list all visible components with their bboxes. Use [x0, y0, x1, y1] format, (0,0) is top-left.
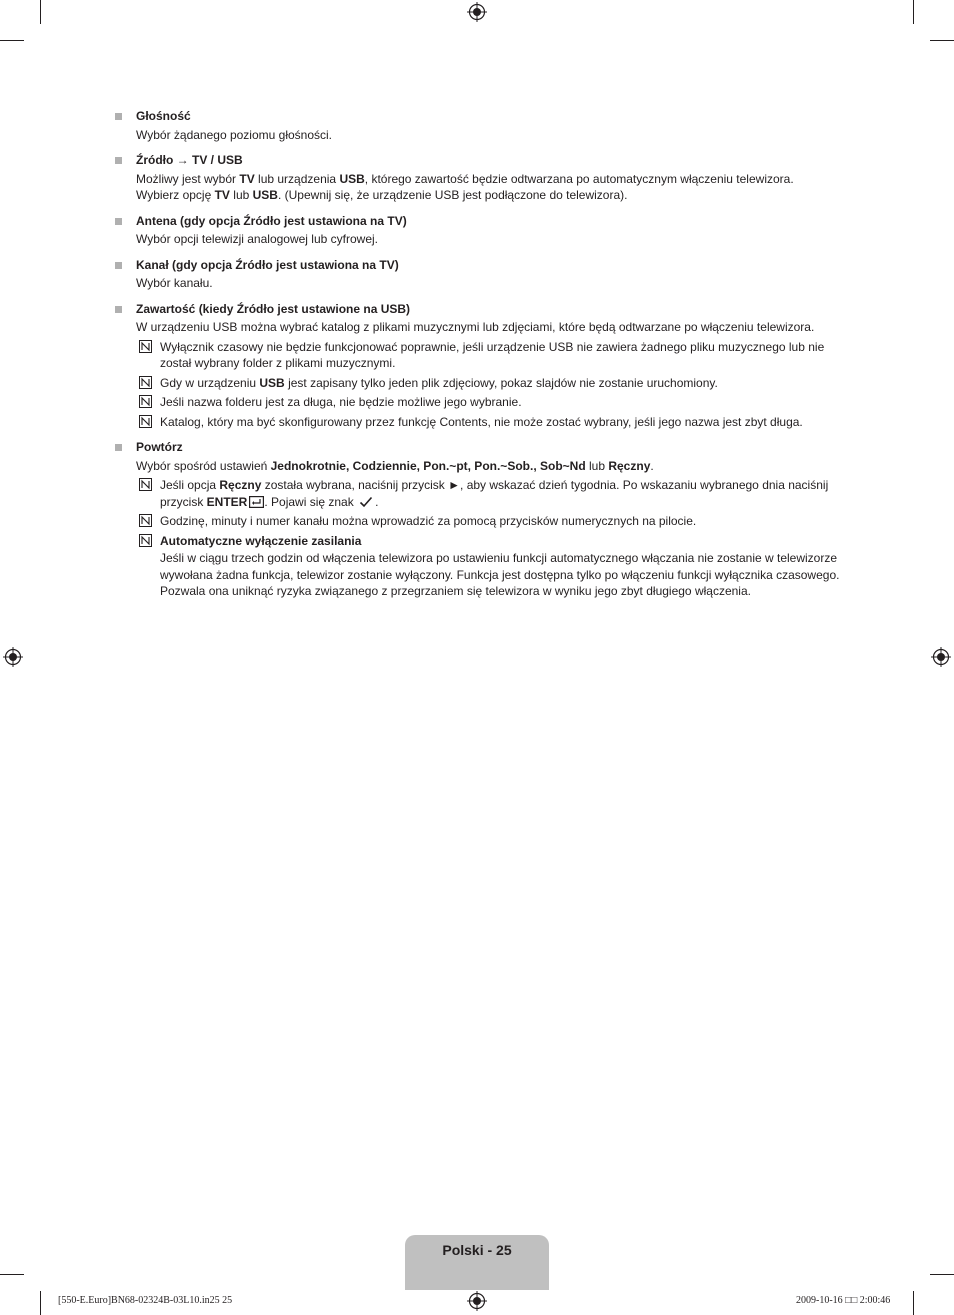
note-item: [136, 339, 847, 372]
text-segment: Wybór żądanego poziomu głośności.: [136, 127, 333, 142]
note-item: [136, 477, 847, 510]
checkmark-icon: [359, 496, 373, 508]
text-segment: Jeśli nazwa folderu jest za długa, nie będzie możliwe jego wybranie.: [160, 395, 522, 409]
section-text: [136, 458, 847, 475]
text-segment: lub: [229, 188, 253, 202]
note-item: [136, 375, 847, 392]
note-text: [160, 375, 847, 392]
section-body: [136, 171, 847, 204]
note-item: [136, 533, 847, 600]
text-segment: lub urządzenia: [254, 171, 340, 186]
note-item: [136, 513, 847, 530]
settings-section: [112, 439, 847, 600]
footer-right: 2009-10-16 □□ 2:00:46: [796, 1295, 891, 1306]
text-segment: . (Upewnij się, że urządzenie USB jest podłączone do telewizora).: [277, 188, 628, 202]
text-segment: Wybór opcji telewizji analogowej lub cyfrowej.: [136, 232, 378, 246]
bold-text: USB: [339, 171, 365, 186]
note-icon: [139, 478, 152, 491]
section-title: Antena (gdy opcja Źródło jest ustawiona na TV): [136, 213, 407, 228]
bold-text: TV: [214, 188, 230, 202]
section-title: Źródło → TV / USB: [136, 153, 243, 167]
note-icon: [139, 340, 152, 353]
bold-text: Jednokrotnie, Codziennie, Pon.~pt, Pon.~Sob., Sob~Nd: [270, 458, 586, 473]
note-title: Automatyczne wyłączenie zasilania: [160, 533, 362, 548]
settings-section: [112, 213, 847, 248]
section-text: [136, 319, 847, 336]
text-segment: Gdy w urządzeniu: [160, 375, 260, 390]
section-text: [136, 127, 847, 144]
text-segment: Jeśli opcja: [160, 478, 220, 492]
settings-section: [112, 152, 847, 204]
section-title: Kanał (gdy opcja Źródło jest ustawiona na TV): [136, 257, 399, 272]
footer-left: [550-E.Euro]BN68-02324B-03L10.in25 25: [58, 1295, 233, 1306]
enter-icon: [249, 496, 264, 508]
bold-text: USB: [259, 375, 285, 390]
square-bullet-icon: [115, 306, 122, 313]
text-segment: jest zapisany tylko jeden plik zdjęciowy, pokaz slajdów nie zostanie uruchomiony.: [284, 375, 718, 390]
note-icon: [139, 534, 152, 547]
text-segment: . Pojawi się znak: [264, 494, 358, 509]
registration-mark-icon: [467, 1291, 487, 1311]
text-segment: Możliwy jest wybór: [136, 171, 240, 186]
section-body: [136, 319, 847, 336]
crop-mark: [0, 1274, 24, 1275]
crop-mark: [0, 40, 24, 41]
square-bullet-icon: [115, 157, 122, 164]
square-bullet-icon: [115, 113, 122, 120]
text-segment: została wybrana, naciśnij przycisk ►, aby wskazać dzień tygodnia. Po wskazaniu wybranego dnia naciśnij przycisk: [160, 478, 829, 509]
crop-mark: [930, 40, 954, 41]
section-title: Zawartość (kiedy Źródło jest ustawione na USB): [136, 301, 411, 316]
square-bullet-icon: [115, 262, 122, 269]
text-segment: , którego zawartość będzie odtwarzana po automatycznym włączeniu telewizora.: [364, 171, 794, 186]
note-icon: [139, 415, 152, 428]
note-text: [160, 394, 847, 411]
note-item: [136, 414, 847, 431]
bold-text: Ręczny: [608, 458, 651, 473]
crop-mark: [40, 0, 41, 24]
text-segment: .: [375, 494, 379, 509]
registration-mark-icon: [467, 2, 487, 22]
note-text: [160, 550, 847, 600]
note-text: [160, 414, 847, 431]
section-text: [136, 231, 847, 248]
crop-mark: [913, 0, 914, 24]
note-icon: [139, 395, 152, 408]
text-segment: lub: [585, 458, 609, 473]
page-number-tab: [405, 1235, 549, 1290]
bold-text: USB: [252, 188, 278, 202]
crop-mark: [40, 1291, 41, 1315]
text-segment: Wybór kanału.: [136, 276, 213, 290]
document-body: [112, 108, 847, 609]
section-body: [136, 127, 847, 144]
page-label: Polski - 25: [442, 1242, 512, 1258]
section-body: [136, 231, 847, 248]
square-bullet-icon: [115, 444, 122, 451]
text-segment: Wyłącznik czasowy nie będzie funkcjonować poprawnie, jeśli urządzenie USB nie zawiera żadnego pliku muzycznego lub nie został wybrany folder z plikami muzycznymi.: [160, 339, 825, 370]
note-icon: [139, 514, 152, 527]
section-text: [136, 187, 847, 204]
note-icon: [139, 376, 152, 389]
note-text: [160, 513, 847, 530]
bold-text: ENTER: [206, 494, 248, 509]
note-text: [160, 477, 847, 510]
text-segment: Godzinę, minuty i numer kanału można wprowadzić za pomocą przycisków numerycznych na pilocie.: [160, 514, 697, 528]
crop-mark: [913, 1291, 914, 1315]
bold-text: TV: [239, 171, 255, 186]
bold-text: Ręczny: [219, 478, 262, 492]
text-segment: Katalog, który ma być skonfigurowany przez funkcję Contents, nie może zostać wybrany, jeśli jego nazwa jest zbyt długa.: [160, 414, 803, 429]
settings-section: [112, 257, 847, 292]
text-segment: Jeśli w ciągu trzech godzin od włączenia telewizora po ustawieniu funkcji automatycznego włączania nie zostanie w telewizorze wywołana żadna funkcja, telewizor zostanie wyłączony. Funkcja jest dostępna tylko po włączeniu funkcji wyłącznika czasowego. Pozwala ona uniknąć ryzyka związanego z przegrzaniem się telewizora w wyniku jego zbyt długiego włączenia.: [160, 551, 840, 598]
note-item: [136, 394, 847, 411]
text-segment: .: [650, 458, 654, 473]
crop-mark: [930, 1274, 954, 1275]
section-title: Powtórz: [136, 440, 183, 454]
text-segment: Wybór spośród ustawień: [136, 458, 271, 473]
text-segment: W urządzeniu USB można wybrać katalog z plikami muzycznymi lub zdjęciami, które będą odtwarzane po włączeniu telewizora.: [136, 320, 815, 334]
section-title: Głośność: [136, 109, 191, 123]
registration-mark-icon: [931, 647, 951, 667]
section-text: [136, 275, 847, 292]
section-body: [136, 458, 847, 475]
settings-section: [112, 301, 847, 431]
text-segment: Wybierz opcję: [136, 188, 215, 202]
square-bullet-icon: [115, 218, 122, 225]
note-text: [160, 339, 847, 372]
settings-section: [112, 108, 847, 143]
section-text: [136, 171, 847, 188]
registration-mark-icon: [3, 647, 23, 667]
section-body: [136, 275, 847, 292]
